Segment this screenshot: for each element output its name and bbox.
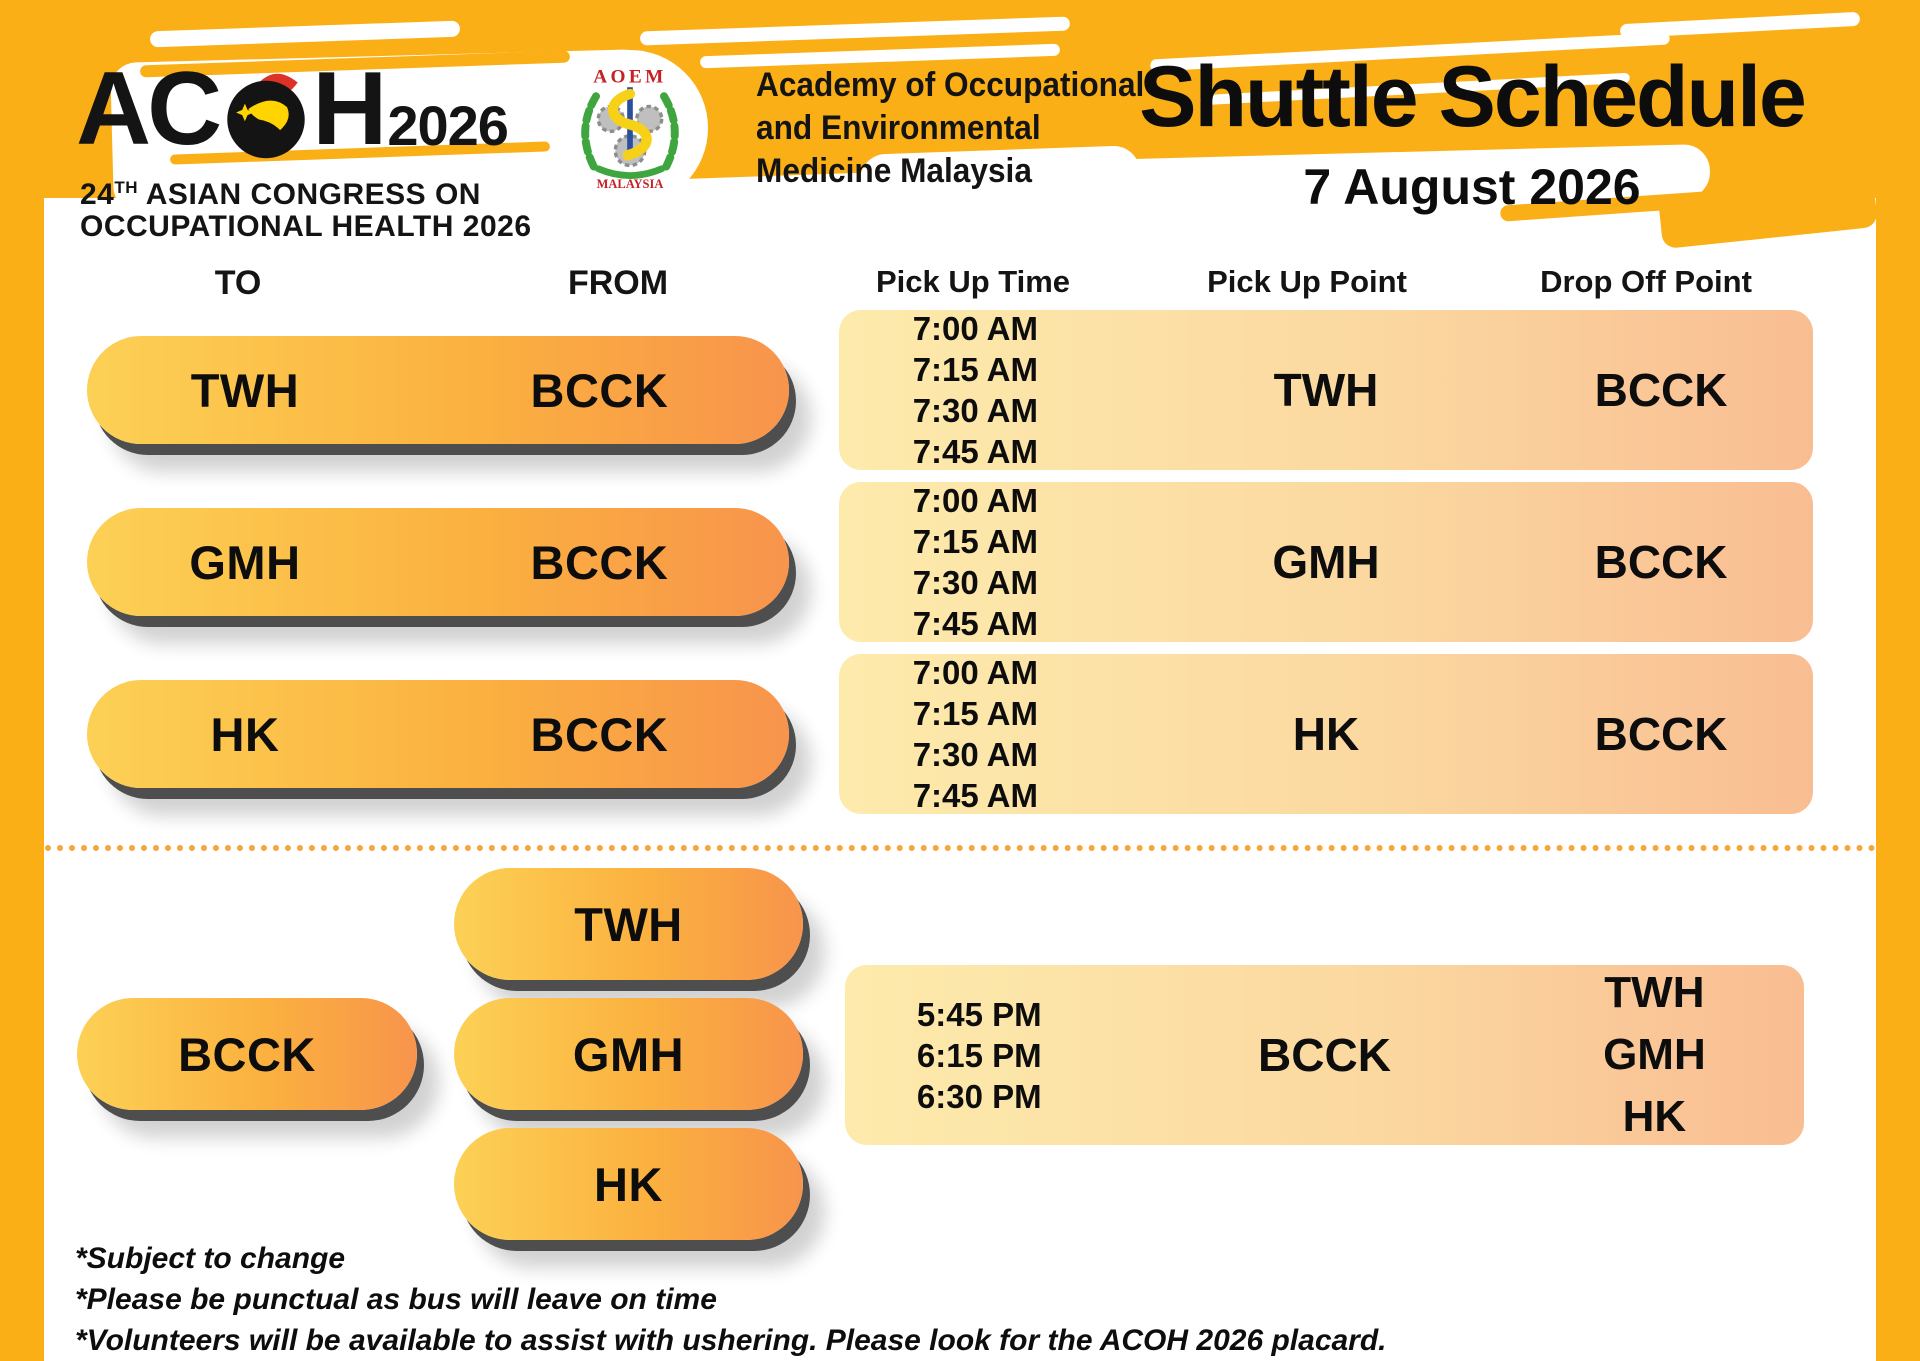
acoh-logo-text-suffix: H — [312, 51, 384, 167]
stop-label: TWH — [574, 897, 683, 951]
route-from-label: BCCK — [530, 535, 669, 589]
hub-pill-bcck — [77, 998, 417, 1110]
time-item: 7:00 AM — [912, 482, 1039, 519]
time-item: 7:45 AM — [912, 777, 1039, 814]
time-item: 7:30 AM — [912, 392, 1039, 429]
aoem-emblem-icon — [562, 60, 698, 196]
dropoff-point: BCCK — [1594, 708, 1728, 760]
time-item: 7:15 AM — [912, 695, 1039, 732]
time-item: 7:15 AM — [912, 351, 1039, 388]
time-item: 7:45 AM — [912, 433, 1039, 470]
left-frame-border — [0, 0, 44, 1361]
acoh-logo-year: 2026 — [387, 93, 508, 157]
route-from-label: BCCK — [530, 707, 669, 761]
schedule-row-gmh — [839, 482, 1813, 642]
congress-ordinal: TH — [114, 178, 139, 197]
acoh-logo-text-prefix: AC — [76, 51, 219, 167]
pickup-point: GMH — [1272, 536, 1380, 588]
pickup-times — [839, 482, 1112, 642]
page-title: Shuttle Schedule — [1139, 49, 1805, 145]
time-item: 7:15 AM — [912, 523, 1039, 560]
dropoff-point-header: Drop Off Point — [1540, 264, 1752, 299]
dotted-divider — [45, 845, 1876, 851]
dropoff-item: TWH — [1604, 968, 1705, 1017]
stop-label: GMH — [572, 1027, 685, 1081]
stop-label: HK — [594, 1157, 663, 1211]
dropoff-item: HK — [1622, 1092, 1687, 1141]
acoh-logo — [76, 51, 508, 167]
hub-label: BCCK — [178, 1027, 316, 1081]
dropoff-points — [1519, 965, 1789, 1145]
to-column-header: TO — [214, 264, 262, 302]
dropoff-point: BCCK — [1594, 536, 1728, 588]
congress-subtitle-line1 — [80, 178, 481, 212]
pickup-point: HK — [1292, 708, 1360, 760]
schedule-row-hk — [839, 654, 1813, 814]
pickup-times — [839, 654, 1112, 814]
svg-text:MALAYSIA: MALAYSIA — [596, 177, 664, 192]
pickup-point: TWH — [1273, 364, 1379, 416]
footnotes — [75, 1238, 1387, 1361]
organization-name-line3: Medicine Malaysia — [756, 152, 1032, 190]
route-to-label: GMH — [189, 535, 301, 589]
congress-number: 24 — [80, 178, 115, 211]
schedule-date: 7 August 2026 — [1303, 159, 1641, 215]
aoem-emblem — [552, 50, 708, 206]
route-pill-twh-bcck — [87, 336, 789, 444]
congress-subtitle-line2: OCCUPATIONAL HEALTH 2026 — [80, 210, 532, 243]
time-item: 7:45 AM — [912, 605, 1039, 642]
pickup-time-header: Pick Up Time — [875, 264, 1071, 299]
dropoff-item: GMH — [1603, 1030, 1706, 1079]
pickup-times — [845, 965, 1114, 1145]
stop-pill-gmh — [454, 998, 803, 1110]
pickup-point: BCCK — [1258, 1029, 1391, 1081]
right-frame-border — [1876, 0, 1920, 1361]
time-item: 7:00 AM — [912, 310, 1039, 347]
organization-name-line2: and Environmental — [756, 109, 1041, 147]
schedule-row-evening — [845, 965, 1804, 1145]
congress-text: ASIAN CONGRESS ON — [138, 178, 481, 211]
stop-pill-twh — [454, 868, 803, 980]
dropoff-point: BCCK — [1594, 364, 1728, 416]
time-item: 6:15 PM — [916, 1036, 1042, 1074]
time-item: 7:00 AM — [912, 654, 1039, 691]
acoh-hornbill-icon — [222, 72, 310, 160]
organization-name-line1: Academy of Occupational — [756, 66, 1145, 104]
pickup-times — [839, 310, 1112, 470]
stop-pill-hk — [454, 1128, 803, 1240]
footnote-line: *Subject to change — [75, 1242, 346, 1275]
from-column-header: FROM — [567, 264, 669, 302]
time-item: 7:30 AM — [912, 736, 1039, 773]
time-item: 5:45 PM — [916, 995, 1042, 1033]
route-pill-gmh-bcck — [87, 508, 789, 616]
route-to-label: TWH — [190, 363, 300, 417]
time-item: 6:30 PM — [916, 1077, 1042, 1115]
pickup-point-header: Pick Up Point — [1207, 264, 1407, 299]
route-from-label: BCCK — [530, 363, 669, 417]
route-pill-hk-bcck — [87, 680, 789, 788]
footnote-line: *Volunteers will be available to assist with ushering. Please look for the ACOH 2026 placard. — [75, 1324, 1387, 1357]
route-to-label: HK — [210, 707, 280, 761]
schedule-row-twh — [839, 310, 1813, 470]
time-item: 7:30 AM — [912, 564, 1039, 601]
footnote-line: *Please be punctual as bus will leave on time — [75, 1283, 717, 1316]
svg-text:AOEM: AOEM — [593, 66, 667, 88]
